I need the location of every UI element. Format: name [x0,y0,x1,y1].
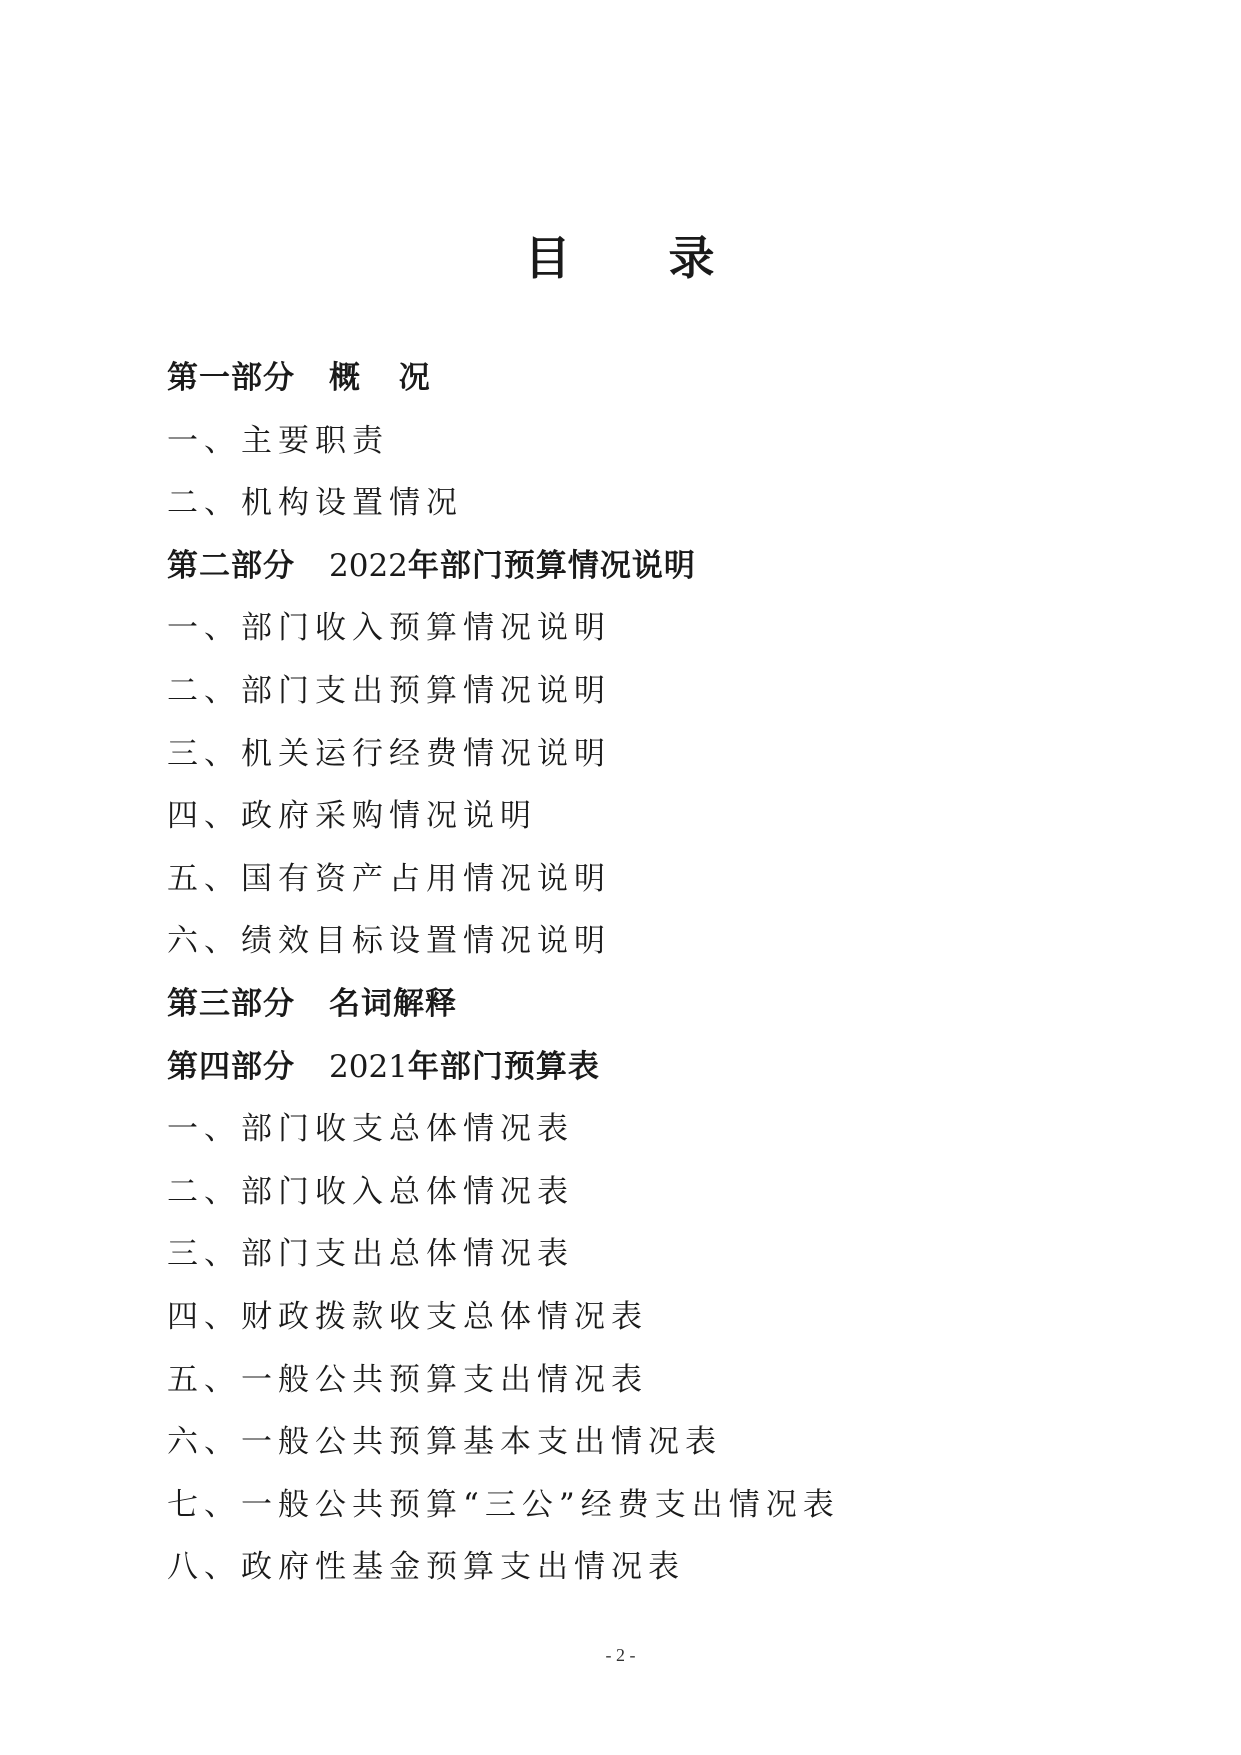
toc-part-2[interactable] [167,546,840,609]
part-title: 年部门预算表 [407,1048,600,1085]
title-char-2: 录 [668,231,717,285]
toc-part-4[interactable] [167,1047,840,1110]
toc-item[interactable]: 五、一般公共预算支出情况表 [167,1361,648,1398]
part-label: 第二部分 [167,547,295,584]
part-label: 第四部分 [167,1048,295,1085]
toc-item[interactable]: 二、部门支出预算情况说明 [167,672,611,709]
toc-item[interactable]: 一、部门收支总体情况表 [167,1111,574,1148]
part-year: 2022 [329,547,408,584]
toc-part-3[interactable] [167,984,840,1047]
toc-item[interactable]: 一、主要职责 [167,422,389,459]
table-of-contents [167,358,840,1610]
toc-item[interactable]: 四、政府采购情况说明 [167,798,537,835]
page-title [0,222,1241,288]
page-number: - 2 - [605,1645,636,1665]
toc-item[interactable]: 六、绩效目标设置情况说明 [167,923,611,960]
toc-item[interactable]: 一、部门收入预算情况说明 [167,610,611,647]
part-label: 第一部分 [167,360,295,396]
toc-item[interactable]: 二、部门收入总体情况表 [167,1173,574,1210]
toc-item[interactable]: 七、一般公共预算“三公”经费支出情况表 [167,1486,840,1523]
toc-item[interactable]: 八、政府性基金预算支出情况表 [167,1549,685,1586]
toc-item[interactable]: 四、财政拨款收支总体情况表 [167,1298,648,1335]
part-year: 2021 [329,1048,408,1085]
toc-item[interactable]: 三、部门支出总体情况表 [167,1236,574,1273]
toc-item[interactable]: 三、机关运行经费情况说明 [167,735,611,772]
part-title: 名词解释 [329,985,457,1022]
title-char-1: 目 [524,231,573,285]
toc-item[interactable]: 六、一般公共预算基本支出情况表 [167,1424,722,1461]
part-title: 年部门预算情况说明 [407,547,696,584]
toc-part-1[interactable] [167,358,840,421]
part-label: 第三部分 [167,985,295,1022]
part-title: 概 况 [329,360,444,396]
toc-item[interactable]: 二、机构设置情况 [167,485,463,522]
toc-item[interactable]: 五、国有资产占用情况说明 [167,860,611,897]
